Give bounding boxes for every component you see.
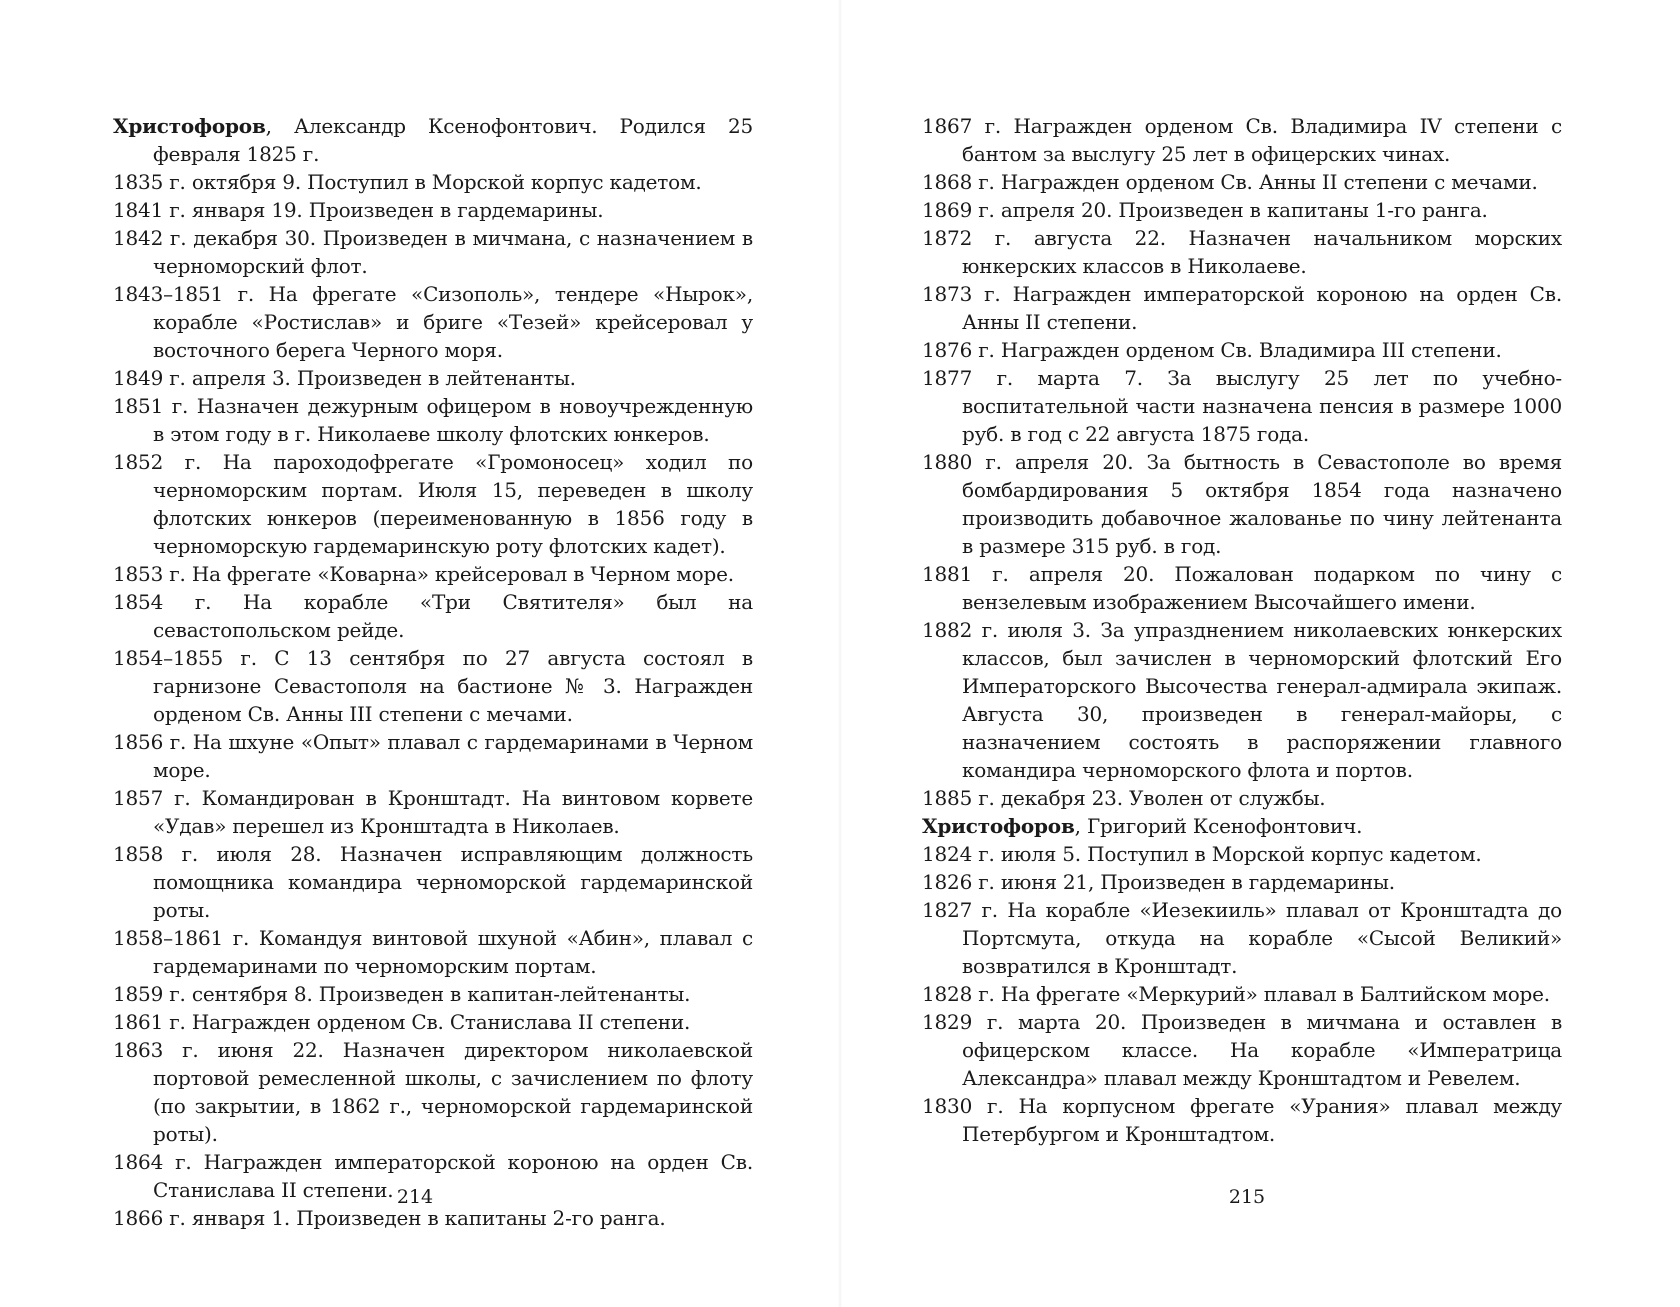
entry-paragraph xyxy=(922,224,1562,280)
entry-paragraph xyxy=(113,840,753,924)
entry-text: 1873 г. Награжден императорской короною на орден Св. Анны II степени. xyxy=(922,282,1562,334)
entry-text: 1866 г. января 1. Произведен в капитаны 2-го ранга. xyxy=(113,1206,666,1230)
entry-paragraph xyxy=(113,588,753,644)
entry-paragraph xyxy=(922,784,1562,812)
entry-paragraph xyxy=(113,728,753,784)
right-page xyxy=(840,0,1680,1307)
entry-paragraph xyxy=(922,840,1562,868)
entry-text: 1854–1855 г. С 13 сентября по 27 августа состоял в гарнизоне Севастополя на бастионе № 3. Награжден орденом Св. Анны III степени с мечами. xyxy=(113,646,753,726)
entry-paragraph xyxy=(113,1008,753,1036)
entry-text: 1851 г. Назначен дежурным офицером в новоучрежденную в этом году в г. Николаеве школу флотских юнкеров. xyxy=(113,394,753,446)
entry-text: 1880 г. апреля 20. За бытность в Севастополе во время бомбардирования 5 октября 1854 года назначено производить добавочное жалованье по чину лейтенанта в размере 315 руб. в год. xyxy=(922,450,1562,558)
entry-text: 1828 г. На фрегате «Меркурий» плавал в Балтийском море. xyxy=(922,982,1550,1006)
entry-paragraph xyxy=(113,364,753,392)
entry-text: 1835 г. октября 9. Поступил в Морской корпус кадетом. xyxy=(113,170,702,194)
entry-paragraph xyxy=(113,224,753,280)
entry-text: 1861 г. Награжден орденом Св. Станислава II степени. xyxy=(113,1010,691,1034)
entry-text: 1877 г. марта 7. За выслугу 25 лет по учебно-воспитательной части назначена пенсия в размере 1000 руб. в год с 22 августа 1875 года. xyxy=(922,366,1562,446)
entry-text: 1830 г. На корпусном фрегате «Урания» плавал между Петербургом и Кронштадтом. xyxy=(922,1094,1562,1146)
entry-paragraph xyxy=(113,1036,753,1148)
entry-paragraph xyxy=(113,112,753,168)
entry-text: 1854 г. На корабле «Три Святителя» был на севастопольском рейде. xyxy=(113,590,753,642)
entry-paragraph xyxy=(922,1008,1562,1092)
entry-paragraph xyxy=(922,364,1562,448)
page-number-right: 215 xyxy=(1228,1186,1266,1208)
entry-paragraph xyxy=(113,1204,753,1232)
entry-paragraph xyxy=(113,644,753,728)
entry-paragraph xyxy=(113,980,753,1008)
entry-paragraph xyxy=(922,336,1562,364)
entry-paragraph xyxy=(922,616,1562,784)
entry-paragraph xyxy=(922,560,1562,616)
right-column xyxy=(922,112,1562,1148)
entry-text: 1849 г. апреля 3. Произведен в лейтенанты. xyxy=(113,366,576,390)
entry-text: 1863 г. июня 22. Назначен директором николаевской портовой ремесленной школы, с зачислением по флоту (по закрытии, в 1862 г., черноморской гардемаринской роты). xyxy=(113,1038,753,1146)
entry-paragraph xyxy=(922,280,1562,336)
left-column xyxy=(113,112,753,1232)
entry-person-name: Христофоров xyxy=(922,814,1075,838)
entry-paragraph xyxy=(922,448,1562,560)
entry-paragraph xyxy=(113,560,753,588)
entry-text: , Александр Ксенофонтович. Родился 25 февраля 1825 г. xyxy=(153,114,753,166)
entry-paragraph xyxy=(113,280,753,364)
entry-paragraph xyxy=(922,112,1562,168)
entry-text: 1868 г. Награжден орденом Св. Анны II степени с мечами. xyxy=(922,170,1538,194)
entry-text: 1876 г. Награжден орденом Св. Владимира III степени. xyxy=(922,338,1502,362)
entry-text: 1867 г. Награжден орденом Св. Владимира IV степени с бантом за выслугу 25 лет в офицерских чинах. xyxy=(922,114,1562,166)
entry-paragraph xyxy=(922,980,1562,1008)
entry-paragraph xyxy=(113,168,753,196)
entry-text: 1853 г. На фрегате «Коварна» крейсеровал в Черном море. xyxy=(113,562,734,586)
entry-text: 1827 г. На корабле «Иезекииль» плавал от Кронштадта до Портсмута, откуда на корабле «Сысой Великий» возвратился в Кронштадт. xyxy=(922,898,1562,978)
entry-text: 1859 г. сентября 8. Произведен в капитан-лейтенанты. xyxy=(113,982,691,1006)
entry-text: 1852 г. На пароходофрегате «Громоносец» ходил по черноморским портам. Июля 15, переведен в школу флотских юнкеров (переименованную в 1856 году в черноморскую гардемаринскую роту флотских кадет). xyxy=(113,450,753,558)
entry-text: 1858–1861 г. Командуя винтовой шхуной «Абин», плавал с гардемаринами по черноморским портам. xyxy=(113,926,753,978)
entry-paragraph xyxy=(113,924,753,980)
entry-text: 1864 г. Награжден императорской короною на орден Св. Станислава II степени. xyxy=(113,1150,753,1202)
entry-text: 1824 г. июля 5. Поступил в Морской корпус кадетом. xyxy=(922,842,1482,866)
entry-text: 1829 г. марта 20. Произведен в мичмана и оставлен в офицерском классе. На корабле «Императрица Александра» плавал между Кронштадтом и Ревелем. xyxy=(922,1010,1562,1090)
entry-text: 1843–1851 г. На фрегате «Сизополь», тендере «Нырок», корабле «Ростислав» и бриге «Тезей» крейсеровал у восточного берега Черного моря. xyxy=(113,282,753,362)
entry-person-name: Христофоров xyxy=(113,114,266,138)
entry-text: 1882 г. июля 3. За упразднением николаевских юнкерских классов, был зачислен в черноморский флотский Его Императорского Высочества генерал-адмирала экипаж. Августа 30, произведен в генерал-майоры, с назначением состоять в распоряжении главного командира черноморского флота и портов. xyxy=(922,618,1562,782)
entry-text: 1885 г. декабря 23. Уволен от службы. xyxy=(922,786,1326,810)
entry-text: 1858 г. июля 28. Назначен исправляющим должность помощника командира черноморской гардемаринской роты. xyxy=(113,842,753,922)
entry-paragraph xyxy=(113,392,753,448)
entry-paragraph xyxy=(113,784,753,840)
entry-text: 1841 г. января 19. Произведен в гардемарины. xyxy=(113,198,604,222)
entry-paragraph xyxy=(922,812,1562,840)
entry-paragraph xyxy=(922,168,1562,196)
entry-text: 1826 г. июня 21, Произведен в гардемарины. xyxy=(922,870,1395,894)
entry-paragraph xyxy=(922,868,1562,896)
entry-paragraph xyxy=(113,196,753,224)
entry-text: 1872 г. августа 22. Назначен начальником морских юнкерских классов в Николаеве. xyxy=(922,226,1562,278)
entry-text: 1881 г. апреля 20. Пожалован подарком по чину с вензелевым изображением Высочайшего имени. xyxy=(922,562,1562,614)
entry-text: 1857 г. Командирован в Кронштадт. На винтовом корвете «Удав» перешел из Кронштадта в Николаев. xyxy=(113,786,753,838)
page-number-left: 214 xyxy=(396,1186,434,1208)
entry-text: 1856 г. На шхуне «Опыт» плавал с гардемаринами в Черном море. xyxy=(113,730,753,782)
entry-paragraph xyxy=(922,896,1562,980)
entry-paragraph xyxy=(922,196,1562,224)
entry-paragraph xyxy=(113,448,753,560)
entry-text: 1842 г. декабря 30. Произведен в мичмана, с назначением в черноморский флот. xyxy=(113,226,753,278)
entry-text: 1869 г. апреля 20. Произведен в капитаны 1-го ранга. xyxy=(922,198,1488,222)
entry-paragraph xyxy=(922,1092,1562,1148)
entry-text: , Григорий Ксенофонтович. xyxy=(1074,814,1363,838)
